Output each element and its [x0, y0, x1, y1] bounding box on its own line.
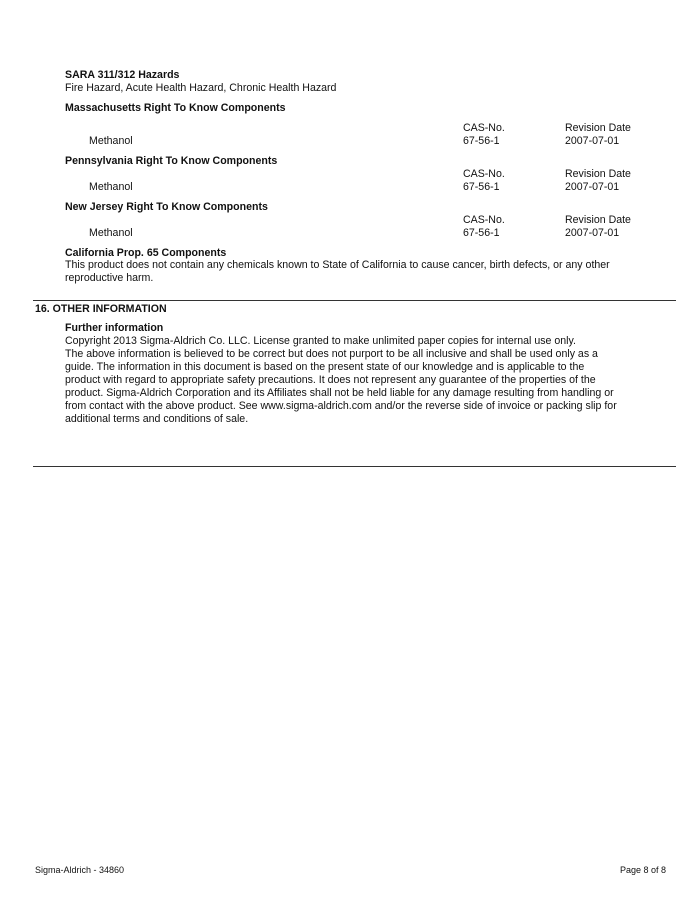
- california-line: This product does not contain any chemicals known to State of California to cause cancer, birth defects, or any other: [65, 259, 610, 271]
- further-information-line: guide. The information in this document is based on the present state of our knowledge and is applicable to the: [65, 361, 585, 373]
- pennsylvania-col-rev: Revision Date: [565, 168, 631, 180]
- further-information-line: Copyright 2013 Sigma-Aldrich Co. LLC. License granted to make unlimited paper copies for internal use only.: [65, 335, 576, 347]
- footer-page-number: Page 8 of 8: [620, 865, 667, 875]
- pennsylvania-row-date: 2007-07-01: [565, 181, 620, 193]
- massachusetts-row-date: 2007-07-01: [565, 135, 620, 147]
- massachusetts-row-cas: 67-56-1: [463, 135, 500, 147]
- california-text: [65, 259, 665, 285]
- massachusetts-row-name: Methanol: [89, 135, 133, 147]
- pennsylvania-heading: Pennsylvania Right To Know Components: [65, 155, 278, 167]
- pennsylvania-row-cas: 67-56-1: [463, 181, 500, 193]
- end-divider: [33, 466, 676, 467]
- california-heading: California Prop. 65 Components: [65, 247, 227, 259]
- massachusetts-col-cas: CAS-No.: [463, 122, 505, 134]
- pennsylvania-col-cas: CAS-No.: [463, 168, 505, 180]
- new-jersey-col-rev: Revision Date: [565, 214, 631, 226]
- new-jersey-row-name: Methanol: [89, 227, 133, 239]
- sara-heading: SARA 311/312 Hazards: [65, 69, 180, 81]
- new-jersey-row-cas: 67-56-1: [463, 227, 500, 239]
- california-line: reproductive harm.: [65, 272, 154, 284]
- further-information-line: The above information is believed to be correct but does not purport to be all inclusive and shall be used only as a: [65, 348, 598, 360]
- further-information-line: from contact with the above product. See www.sigma-aldrich.com and/or the reverse side of invoice or packing slip for: [65, 400, 617, 412]
- footer-document-id: Sigma-Aldrich - 34860: [35, 865, 125, 875]
- section-divider: [33, 300, 676, 301]
- further-information-line: additional terms and conditions of sale.: [65, 413, 249, 425]
- section-16-title: 16. OTHER INFORMATION: [35, 303, 167, 315]
- further-information-line: product. Sigma-Aldrich Corporation and its Affiliates shall not be held liable for any damage resulting from handling or: [65, 387, 614, 399]
- further-information-heading: Further information: [65, 322, 164, 334]
- new-jersey-col-cas: CAS-No.: [463, 214, 505, 226]
- new-jersey-heading: New Jersey Right To Know Components: [65, 201, 268, 213]
- massachusetts-heading: Massachusetts Right To Know Components: [65, 102, 286, 114]
- massachusetts-col-rev: Revision Date: [565, 122, 631, 134]
- new-jersey-row-date: 2007-07-01: [565, 227, 620, 239]
- pennsylvania-row-name: Methanol: [89, 181, 133, 193]
- sara-text: Fire Hazard, Acute Health Hazard, Chronic Health Hazard: [65, 82, 337, 94]
- further-information-text: [65, 335, 665, 426]
- further-information-line: product with regard to appropriate safety precautions. It does not represent any guarantee of the properties of the: [65, 374, 596, 386]
